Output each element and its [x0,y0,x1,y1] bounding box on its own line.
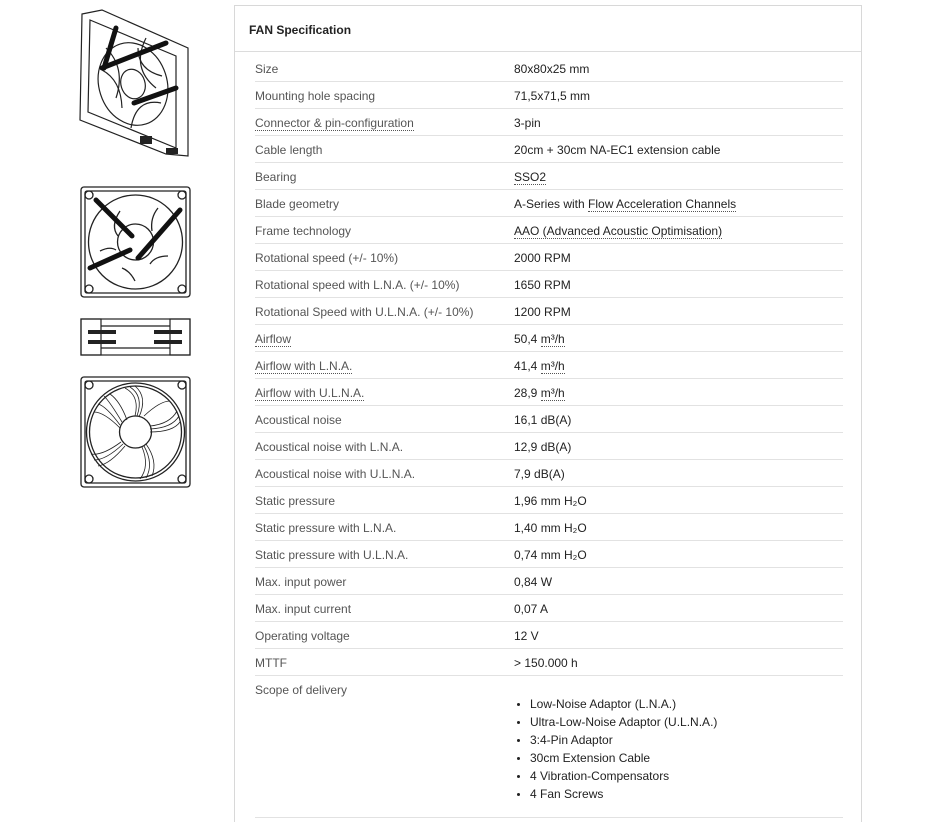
spec-value-text: 28,9 [514,386,541,400]
spec-value-link[interactable]: m³/h [540,386,565,400]
spec-row [255,55,843,82]
spec-label[interactable] [255,116,414,130]
panel-title: FAN Specification [235,6,861,52]
spec-row [255,406,843,433]
spec-value-text: > 150.000 h [514,656,578,670]
spec-value [514,575,552,589]
scope-list-item: • 4 Vibration-Compensators [530,767,717,785]
spec-value-text[interactable]: AAO (Advanced Acoustic Optimisation) [514,224,723,238]
spec-row [255,352,843,379]
spec-panel [234,5,862,822]
spec-value [514,332,565,346]
spec-row [255,271,843,298]
spec-table [255,55,843,811]
spec-label [255,197,339,211]
fan-back-view-drawing [80,376,191,488]
spec-value [514,89,590,103]
spec-value-link[interactable]: Flow Acceleration Channels [588,197,737,211]
spec-value [514,413,571,427]
spec-value-text: 3-pin [514,116,541,130]
scope-of-delivery-row [255,676,843,811]
spec-row [255,460,843,487]
spec-value-text: 1,96 mm H₂O [514,494,587,508]
spec-value-text: A-Series with [514,197,589,211]
spec-label-text: Rotational Speed with U.L.N.A. (+/- 10%) [255,305,474,319]
spec-row [255,568,843,595]
spec-value-text: 1,40 mm H₂O [514,521,587,535]
spec-label-text: Static pressure with U.L.N.A. [255,548,409,562]
spec-value [514,305,571,319]
spec-label-text: Max. input power [255,575,347,589]
spec-label-text[interactable]: Connector & pin-configuration [255,116,414,130]
spec-row [255,379,843,406]
spec-label-text: Rotational speed (+/- 10%) [255,251,399,265]
spec-row [255,649,843,676]
spec-label-text: Operating voltage [255,629,350,643]
spec-value-text: 71,5x71,5 mm [514,89,591,103]
spec-value [514,602,548,616]
spec-label-text: Bearing [255,170,297,184]
spec-value [514,548,587,562]
spec-label [255,548,408,562]
spec-value [514,656,578,670]
spec-value-text: 1650 RPM [514,278,571,292]
spec-value [514,440,571,454]
spec-row [255,514,843,541]
spec-label-text: Blade geometry [255,197,340,211]
spec-value [514,224,722,238]
spec-value-text: 50,4 [514,332,541,346]
spec-value-text: 12 V [514,629,539,643]
spec-label-text[interactable]: Airflow with U.L.N.A. [255,386,365,400]
spec-label [255,629,350,643]
spec-label [255,494,335,508]
spec-row [255,433,843,460]
spec-value-text[interactable]: SSO2 [514,170,547,184]
spec-label [255,602,351,616]
spec-label-text: Cable length [255,143,323,157]
spec-value-link[interactable]: m³/h [540,332,565,346]
spec-value-text: 20cm + 30cm NA-EC1 extension cable [514,143,721,157]
spec-value-text: 2000 RPM [514,251,571,265]
fan-side-view-drawing [80,318,191,356]
spec-label [255,251,398,265]
spec-label [255,89,375,103]
spec-label [255,521,396,535]
spec-label[interactable] [255,386,364,400]
spec-value-link[interactable]: m³/h [540,359,565,373]
spec-label-text: Static pressure with L.N.A. [255,521,397,535]
spec-label [255,170,296,184]
spec-value [514,629,539,643]
spec-label [255,224,351,238]
spec-label [255,278,459,292]
spec-label-text: Max. input current [255,602,352,616]
spec-value [514,251,571,265]
spec-value-text: 41,4 [514,359,541,373]
spec-value-text: 16,1 dB(A) [514,413,572,427]
spec-label-text: Acoustical noise with L.N.A. [255,440,404,454]
scope-list-item: • 30cm Extension Cable [530,749,717,767]
spec-label[interactable] [255,359,352,373]
scope-list-item: • 3:4-Pin Adaptor [530,731,717,749]
scope-list-item: • 4 Fan Screws [530,785,717,803]
spec-label [255,467,415,481]
spec-value [514,143,720,157]
spec-value [514,170,546,184]
spec-value [514,386,565,400]
spec-label-text: Size [255,62,279,76]
spec-value [514,521,587,535]
spec-row [255,190,843,217]
spec-label [255,143,322,157]
spec-value [514,494,587,508]
spec-row [255,217,843,244]
spec-row [255,244,843,271]
spec-label [255,413,342,427]
spec-row [255,163,843,190]
scope-label: Scope of delivery [255,683,348,697]
spec-row [255,325,843,352]
spec-label-text: Frame technology [255,224,352,238]
table-bottom-divider [255,817,843,818]
spec-label[interactable] [255,332,291,346]
spec-row [255,622,843,649]
spec-row [255,136,843,163]
spec-value [514,359,565,373]
spec-label [255,656,287,670]
spec-label [255,575,346,589]
spec-value-text: 0,07 A [514,602,549,616]
spec-label-text[interactable]: Airflow with L.N.A. [255,359,353,373]
spec-value-text: 80x80x25 mm [514,62,590,76]
spec-value [514,467,565,481]
spec-label-text: Rotational speed with L.N.A. (+/- 10%) [255,278,460,292]
spec-label-text[interactable]: Airflow [255,332,292,346]
fan-illustrations [0,0,234,822]
spec-label [255,62,278,76]
spec-label-text: Acoustical noise with U.L.N.A. [255,467,416,481]
scope-list [514,695,717,803]
spec-value-text: 7,9 dB(A) [514,467,565,481]
spec-row [255,298,843,325]
spec-row [255,541,843,568]
spec-row [255,82,843,109]
spec-value [514,197,736,211]
spec-value [514,62,589,76]
scope-list-item: • Ultra-Low-Noise Adaptor (U.L.N.A.) [530,713,717,731]
spec-row [255,487,843,514]
spec-value-text: 12,9 dB(A) [514,440,572,454]
spec-value [514,278,571,292]
spec-value-text: 0,74 mm H₂O [514,548,587,562]
spec-label-text: Static pressure [255,494,336,508]
spec-label [255,440,403,454]
spec-value-text: 1200 RPM [514,305,571,319]
spec-label-text: Acoustical noise [255,413,342,427]
spec-label-text: MTTF [255,656,287,670]
spec-value-text: 0,84 W [514,575,553,589]
spec-value [514,116,541,130]
spec-row [255,595,843,622]
spec-label-text: Mounting hole spacing [255,89,376,103]
spec-row [255,109,843,136]
scope-list-item: • Low-Noise Adaptor (L.N.A.) [530,695,717,713]
fan-isometric-drawing [76,8,194,158]
fan-front-view-drawing [80,186,191,298]
spec-label [255,305,473,319]
